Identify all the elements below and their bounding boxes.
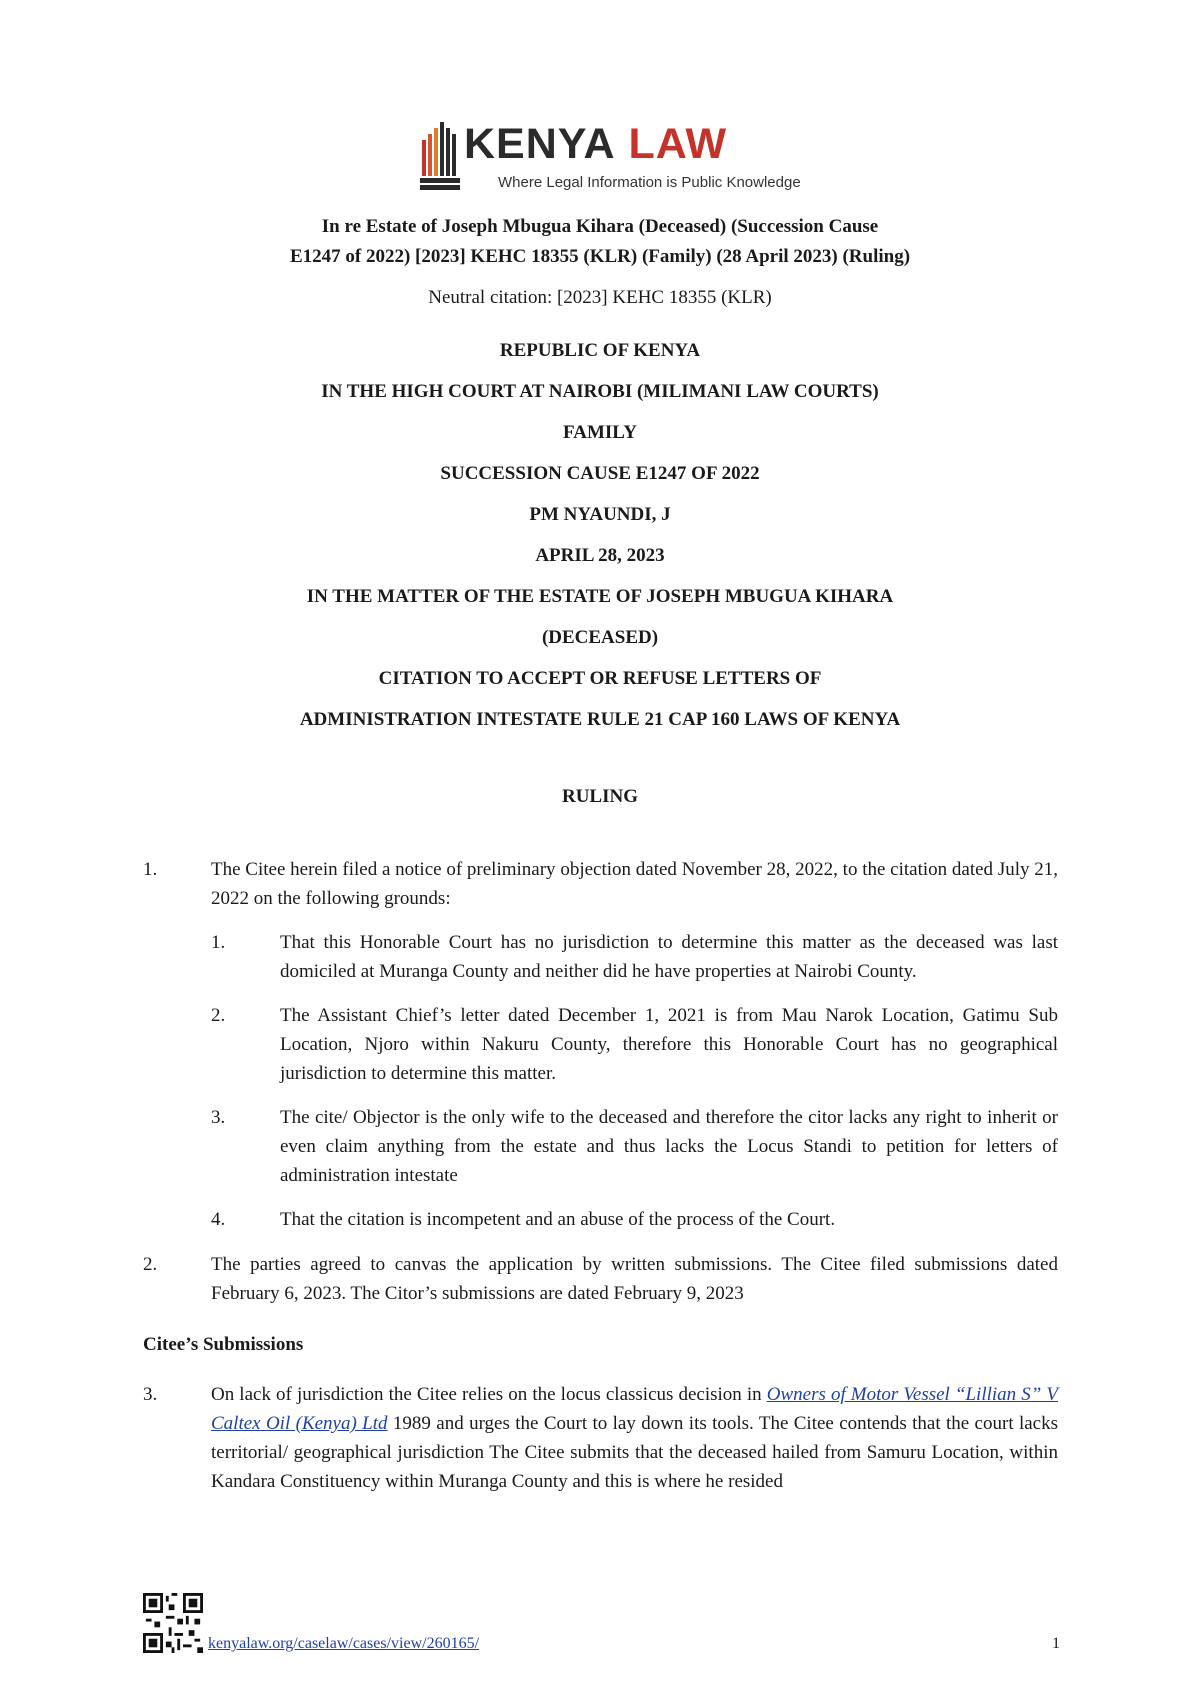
caption-date: APRIL 28, 2023	[535, 545, 665, 566]
caption-citation-1: CITATION TO ACCEPT OR REFUSE LETTERS OF	[378, 668, 822, 689]
caption-cause: SUCCESSION CAUSE E1247 OF 2022	[440, 463, 760, 484]
logo-kenya: KENYA	[464, 120, 616, 168]
caption-court: IN THE HIGH COURT AT NAIROBI (MILIMANI LAW COURTS)	[321, 381, 879, 402]
paragraph-3	[211, 1380, 1058, 1496]
paragraph-2: The parties agreed to canvas the application by written submissions. The Citee filed submissions dated February 6, 2023. The Citor’s submissions are dated February 9, 2023	[211, 1254, 1058, 1304]
subparagraph-number: 4.	[211, 1209, 226, 1230]
logo-law: LAW	[628, 120, 728, 168]
subparagraph-number: 1.	[211, 932, 226, 953]
neutral-citation: Neutral citation: [2023] KEHC 18355 (KLR)	[428, 287, 772, 308]
logo-wordmark	[464, 120, 727, 169]
caption-division: FAMILY	[563, 422, 637, 443]
paragraph-number: 2.	[143, 1254, 158, 1275]
subparagraph-3: The cite/ Objector is the only wife to the deceased and therefore the citor lacks any right to inherit or even claim anything from the estate and thus lacks the Locus Standi to petition for letters of administration intestate	[280, 1107, 1058, 1186]
subparagraph-2: The Assistant Chief’s letter dated December 1, 2021 is from Mau Narok Location, Gatimu Sub Location, Njoro within Nakuru County, therefore this Honorable Court has no geographical jurisdiction to determine this matter.	[280, 1005, 1058, 1084]
section-heading: Citee’s Submissions	[143, 1334, 304, 1355]
footer-source-link[interactable]: kenyalaw.org/caselaw/cases/view/260165/	[208, 1635, 480, 1652]
caption-citation-2: ADMINISTRATION INTESTATE RULE 21 CAP 160 LAWS OF KENYA	[299, 709, 901, 730]
paragraph-number: 3.	[143, 1384, 158, 1405]
kenya-law-logo	[420, 122, 800, 194]
page-number: 1	[1052, 1635, 1060, 1652]
paragraph-number: 1.	[143, 859, 158, 880]
caption-matter-1: IN THE MATTER OF THE ESTATE OF JOSEPH MBUGUA KIHARA	[306, 586, 894, 607]
qr-code-icon	[143, 1593, 203, 1653]
paragraph-3-text-end: 1989 and urges the Court to lay down its tools. The Citee contends that the court lacks territorial/ geographical jurisdiction The Citee submits that the deceased hailed from Samuru Location, within Kandara Constituency within Muranga County and this is where he resided	[211, 1413, 1058, 1492]
subparagraph-number: 2.	[211, 1005, 226, 1026]
building-columns-icon	[420, 122, 464, 194]
subparagraph-1: That this Honorable Court has no jurisdiction to determine this matter as the deceased was last domiciled at Muranga County and neither did he have properties at Nairobi County.	[280, 932, 1058, 982]
caption-matter-2: (DECEASED)	[541, 627, 659, 648]
case-title-line-1: In re Estate of Joseph Mbugua Kihara (Deceased) (Succession Cause	[321, 216, 879, 237]
caption-republic: REPUBLIC OF KENYA	[499, 340, 701, 361]
case-citation-link[interactable]: Owners of Motor Vessel “Lillian S” V Caltex Oil (Kenya) Ltd	[211, 1384, 1059, 1434]
ruling-heading: RULING	[561, 786, 638, 807]
logo-tagline: Where Legal Information is Public Knowledge	[498, 174, 801, 191]
caption-judge: PM NYAUNDI, J	[529, 504, 671, 525]
subparagraph-4: That the citation is incompetent and an abuse of the process of the Court.	[280, 1209, 836, 1230]
paragraph-3-text-start: On lack of jurisdiction the Citee relies on the locus classicus decision in	[211, 1384, 767, 1405]
case-title-line-2: E1247 of 2022) [2023] KEHC 18355 (KLR) (Family) (28 April 2023) (Ruling)	[289, 246, 911, 267]
subparagraph-number: 3.	[211, 1107, 226, 1128]
paragraph-1: The Citee herein filed a notice of preliminary objection dated November 28, 2022, to the citation dated July 21, 2022 on the following grounds:	[211, 859, 1058, 909]
